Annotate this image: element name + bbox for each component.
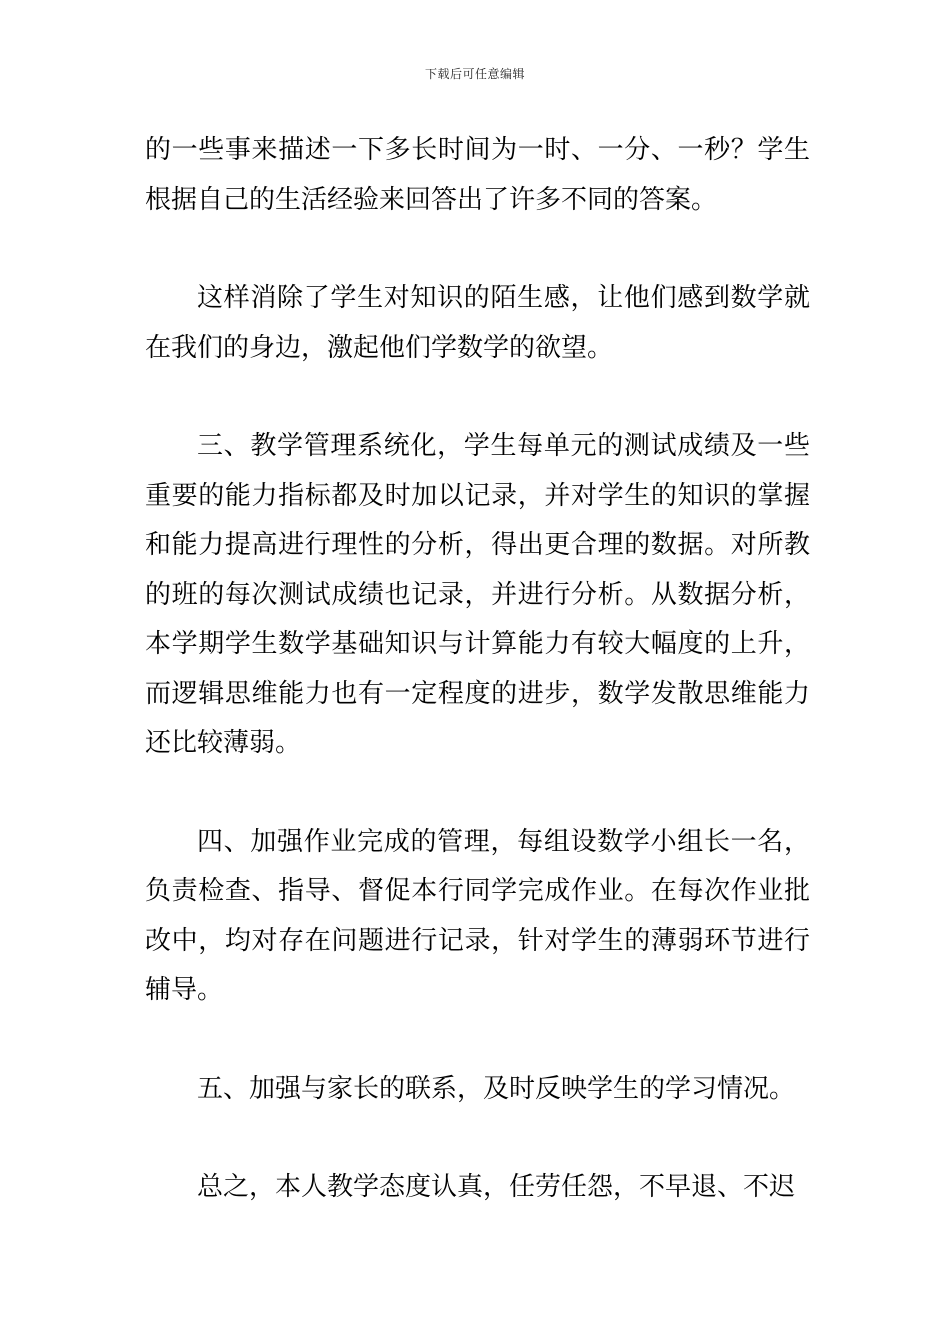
paragraph-6: 总之，本人教学态度认真，任劳任怨，不早退、不迟 (197, 1172, 796, 1202)
paragraph-1: 的一些事来描述一下多长时间为一时、一分、一秒？学生根据自己的生活经验来回答出了许多不同的答案。 (145, 135, 810, 215)
paragraph-3: 三、教学管理系统化，学生每单元的测试成绩及一些重要的能力指标都及时加以记录，并对学生的知识的掌握和能力提高进行理性的分析，得出更合理的数据。对所教的班的每次测试成绩也记录，并进行分析。从数据分析，本学期学生数学基础知识与计算能力有较大幅度的上升，而逻辑思维能力也有一定程度的进步，数学发散思维能力还比较薄弱。 (145, 431, 810, 758)
paragraph-5: 五、加强与家长的联系，及时反映学生的学习情况。 (197, 1073, 796, 1104)
page-header: 下载后可任意编辑 (424, 67, 525, 81)
paragraph-4: 四、加强作业完成的管理，每组设数学小组长一名，负责检查、指导、督促本行同学完成作业。在每次作业批改中，均对存在问题进行记录，针对学生的薄弱环节进行辅导。 (145, 826, 810, 1005)
paragraph-2: 这样消除了学生对知识的陌生感，让他们感到数学就在我们的身边，激起他们学数学的欲望。 (145, 283, 810, 363)
document-body (145, 126, 810, 1262)
